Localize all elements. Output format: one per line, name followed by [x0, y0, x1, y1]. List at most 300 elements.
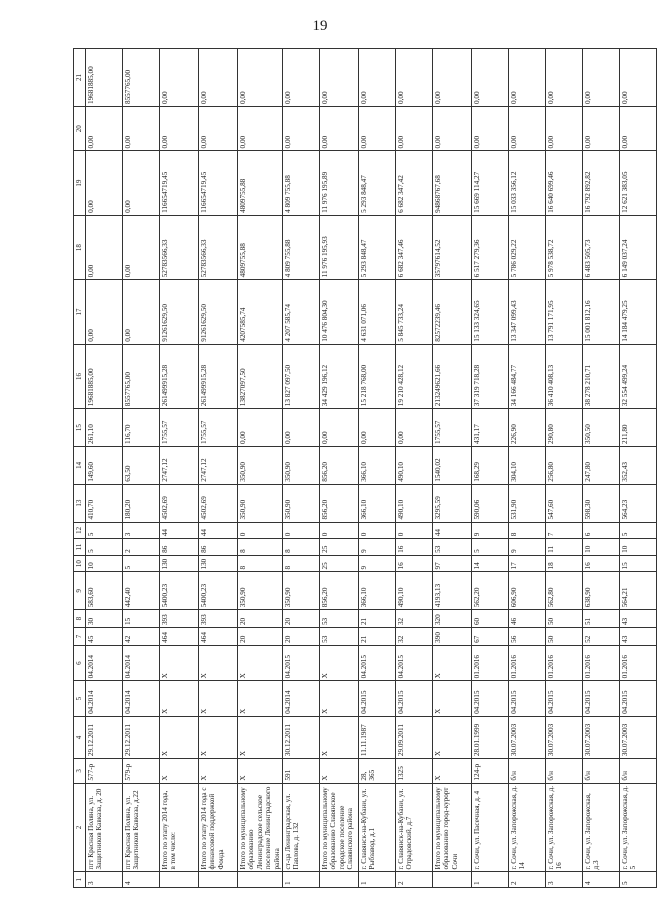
table-cell: г. Сочи, ул. Запорожская, д.3 — [583, 783, 620, 872]
table-cell: 0,00 — [472, 49, 509, 107]
table-cell: 86 — [160, 539, 199, 556]
table-cell: 63,50 — [123, 446, 160, 484]
column-number-cell: 1 — [74, 872, 86, 888]
table-cell: 52 — [583, 628, 620, 646]
table-cell: 5400,23 — [160, 572, 199, 610]
table-cell: 4502,69 — [160, 484, 199, 522]
table-cell: 256,80 — [546, 446, 583, 484]
table-cell: 0,00 — [160, 107, 199, 151]
table-cell: X — [238, 645, 283, 681]
table-cell: 0,00 — [396, 107, 433, 151]
table-cell: 21 — [359, 610, 396, 628]
table-cell: 11.11.1987 — [359, 716, 396, 758]
table-cell: 52783566,33 — [160, 215, 199, 279]
table-cell — [160, 872, 199, 888]
table-cell: 01.2016 — [472, 645, 509, 681]
table-header-row — [74, 49, 86, 888]
table-cell: 3 — [546, 872, 583, 888]
table-cell: 29.12.2011 — [86, 716, 123, 758]
table-cell: 04.2015 — [396, 645, 433, 681]
table-cell: 350,90 — [238, 446, 283, 484]
table-cell: 9 — [509, 539, 546, 556]
table-cell: 15 033 356,12 — [509, 151, 546, 215]
table-cell: 562,80 — [546, 572, 583, 610]
table-cell: 1 — [359, 872, 396, 888]
table-cell: 32 — [396, 628, 433, 646]
table-cell: 352,43 — [620, 446, 657, 484]
table-cell: 15 133 324,65 — [472, 280, 509, 344]
table-cell: 18 — [546, 555, 583, 572]
table-cell: X — [160, 645, 199, 681]
table-cell: 562,20 — [472, 572, 509, 610]
table-cell: 261499915,28 — [199, 344, 238, 408]
table-cell: 464 — [199, 628, 238, 646]
table-cell: X — [238, 759, 283, 783]
table-cell: X — [433, 716, 472, 758]
table-cell: 60 — [472, 610, 509, 628]
table-cell: 37 319 718,28 — [472, 344, 509, 408]
table-cell: 2747,12 — [160, 446, 199, 484]
table-cell: 0,00 — [620, 107, 657, 151]
table-cell: пгт Красная Поляна, ул. Защитников Кавказа, д.22 — [123, 783, 160, 872]
table-cell: 28, 365 — [359, 759, 396, 783]
table-cell: 0 — [320, 522, 359, 539]
table-cell: 6 483 505,73 — [583, 215, 620, 279]
table-cell: 5 — [86, 522, 123, 539]
table-subtotal-row — [433, 49, 472, 888]
table-cell: 350,90 — [238, 572, 283, 610]
table-cell: 856,20 — [320, 446, 359, 484]
table-cell: 0 — [238, 522, 283, 539]
table-cell: 15 — [123, 610, 160, 628]
table-cell: X — [320, 681, 359, 717]
table-cell: 350,90 — [238, 484, 283, 522]
column-number-cell: 21 — [74, 49, 86, 107]
table-cell: X — [433, 759, 472, 783]
table-cell: 0,00 — [509, 107, 546, 151]
table-cell: X — [160, 759, 199, 783]
table-cell: 8557765,00 — [123, 344, 160, 408]
table-cell: 8557765,00 — [123, 49, 160, 107]
table-subtotal-row — [199, 49, 238, 888]
table-row — [283, 49, 320, 888]
table-cell: 11 976 195,89 — [320, 151, 359, 215]
table-cell: 28.01.1999 — [472, 716, 509, 758]
table-cell: 20 — [283, 610, 320, 628]
table-cell: 19 210 428,12 — [396, 344, 433, 408]
table-cell: 4 207 585,74 — [283, 280, 320, 344]
table-cell: 04.2015 — [283, 645, 320, 681]
table-cell: 0,00 — [396, 409, 433, 447]
table-cell: 04.2015 — [359, 681, 396, 717]
table-cell: 20 — [238, 610, 283, 628]
table-cell: б/н — [509, 759, 546, 783]
table-cell: 490,10 — [396, 572, 433, 610]
table-cell: 226,90 — [509, 409, 546, 447]
table-cell: 04.2014 — [86, 645, 123, 681]
table-cell: 124-р — [472, 759, 509, 783]
housing-program-table — [73, 48, 657, 888]
table-cell: 0,00 — [433, 107, 472, 151]
table-row — [546, 49, 583, 888]
table-cell: 8 — [238, 539, 283, 556]
table-subtotal-row — [320, 49, 359, 888]
table-cell: 5 293 848,47 — [359, 151, 396, 215]
table-cell: 16 — [396, 555, 433, 572]
table-cell: ст-ца Ленинградская, ул. Павлова, д. 132 — [283, 783, 320, 872]
table-cell: 431,17 — [472, 409, 509, 447]
table-cell: 6 682 347,46 — [396, 215, 433, 279]
table-cell — [199, 872, 238, 888]
table-cell: 30.12.2011 — [283, 716, 320, 758]
table-cell: 0,00 — [283, 409, 320, 447]
table-cell: 14 184 479,25 — [620, 280, 657, 344]
table-cell: 5 293 848,47 — [359, 215, 396, 279]
table-cell: 13827097,50 — [238, 344, 283, 408]
table-cell: 3 — [86, 872, 123, 888]
table-cell: 04.2015 — [583, 681, 620, 717]
table-cell: 9 — [359, 539, 396, 556]
table-cell: 579-р — [123, 759, 160, 783]
table-cell: 130 — [199, 555, 238, 572]
table-cell: 32 554 499,24 — [620, 344, 657, 408]
table-cell: 17 — [509, 555, 546, 572]
table-cell: 366,10 — [359, 484, 396, 522]
table-cell: 0,00 — [283, 49, 320, 107]
table-cell: 53 — [433, 539, 472, 556]
table-cell: 50 — [546, 628, 583, 646]
table-cell: 8 — [509, 522, 546, 539]
table-cell: 0,00 — [86, 107, 123, 151]
table-cell: 15 218 768,00 — [359, 344, 396, 408]
table-cell: 4 809 755,88 — [283, 151, 320, 215]
table-cell: 5 — [86, 539, 123, 556]
table-cell: 30.07.2003 — [546, 716, 583, 758]
table-cell: 0 — [283, 522, 320, 539]
table-cell: 6 — [583, 522, 620, 539]
table-cell: 261,10 — [86, 409, 123, 447]
table-cell: 53 — [320, 628, 359, 646]
table-cell: 45 — [86, 628, 123, 646]
table-cell: 16 792 892,82 — [583, 151, 620, 215]
table-cell: 5 845 733,24 — [396, 280, 433, 344]
table-cell: 180,20 — [123, 484, 160, 522]
table-cell: 50 — [546, 610, 583, 628]
table-cell: 21 — [359, 628, 396, 646]
column-number-cell: 9 — [74, 572, 86, 610]
table-cell: 564,21 — [620, 572, 657, 610]
table-row — [86, 49, 123, 888]
table-row — [123, 49, 160, 888]
table-cell: 04.2014 — [283, 681, 320, 717]
column-number-cell: 2 — [74, 783, 86, 872]
table-cell: 82572239,46 — [433, 280, 472, 344]
table-cell: 1755,57 — [199, 409, 238, 447]
table-cell: г. Славянск-на-Кубани, ул. Рыбзавод, д.1 — [359, 783, 396, 872]
table-cell: г. Славянск-на-Кубани, ул. Отрадовский, д.7 — [396, 783, 433, 872]
table-cell: 213249621,66 — [433, 344, 472, 408]
column-number-cell: 4 — [74, 716, 86, 758]
table-cell: 01.2016 — [620, 645, 657, 681]
table-cell: 0 — [396, 522, 433, 539]
table-cell: Итого по муниципальному образованию город-курорт Сочи — [433, 783, 472, 872]
table-cell: 04.2015 — [472, 681, 509, 717]
table-cell: 44 — [433, 522, 472, 539]
table-cell: 56 — [509, 628, 546, 646]
table-cell: 0,00 — [123, 215, 160, 279]
table-cell: 4 809 755,88 — [283, 215, 320, 279]
table-cell: 116654719,45 — [160, 151, 199, 215]
table-cell: 638,90 — [583, 572, 620, 610]
table-cell: пгт Красная Поляна, ул. Защитников Кавказа, д. 20 — [86, 783, 123, 872]
column-number-cell: 20 — [74, 107, 86, 151]
table-cell: 0,00 — [472, 107, 509, 151]
table-row — [620, 49, 657, 888]
table-cell: 3 — [123, 522, 160, 539]
table-cell: 1540,02 — [433, 446, 472, 484]
table-cell: 4193,13 — [433, 572, 472, 610]
table-cell: 43 — [620, 628, 657, 646]
table-cell: 1755,57 — [160, 409, 199, 447]
table-cell: 1 — [472, 872, 509, 888]
table-cell: 10 — [583, 539, 620, 556]
table-cell: 42 — [123, 628, 160, 646]
table-cell: 0,00 — [359, 409, 396, 447]
table-cell: 91261629,50 — [160, 280, 199, 344]
table-cell: 0 — [359, 522, 396, 539]
table-cell: 04.2014 — [86, 681, 123, 717]
table-cell: 564,23 — [620, 484, 657, 522]
table-cell: 531,90 — [509, 484, 546, 522]
table-row — [509, 49, 546, 888]
column-number-cell: 11 — [74, 539, 86, 556]
table-cell: 410,70 — [86, 484, 123, 522]
table-cell: 130 — [160, 555, 199, 572]
table-cell: 35797614,52 — [433, 215, 472, 279]
table-cell: 10 — [620, 539, 657, 556]
table-cell: 3295,59 — [433, 484, 472, 522]
table-cell: 25 — [320, 539, 359, 556]
table-cell: 36 410 408,13 — [546, 344, 583, 408]
table-cell: 8 — [238, 555, 283, 572]
table-cell: 0,00 — [86, 215, 123, 279]
table-cell: X — [320, 645, 359, 681]
table-cell: 19681885,00 — [86, 344, 123, 408]
table-cell: 11 — [546, 539, 583, 556]
table-cell: X — [433, 681, 472, 717]
table-cell: 10 476 804,30 — [320, 280, 359, 344]
table-cell: 01.2016 — [546, 645, 583, 681]
table-cell: 0,00 — [320, 49, 359, 107]
table-cell: 0,00 — [546, 107, 583, 151]
table-cell: 5 — [123, 555, 160, 572]
table-cell: 0,00 — [620, 49, 657, 107]
table-cell: 2 — [396, 872, 433, 888]
table-cell: 0,00 — [509, 49, 546, 107]
table-cell: 168,29 — [472, 446, 509, 484]
table-cell: 393 — [160, 610, 199, 628]
table-cell: 10 — [86, 555, 123, 572]
table-cell: X — [433, 645, 472, 681]
table-cell: X — [199, 681, 238, 717]
table-cell: 86 — [199, 539, 238, 556]
table-cell: 590,06 — [472, 484, 509, 522]
table-cell: 46 — [509, 610, 546, 628]
table-cell: X — [199, 759, 238, 783]
table-cell: 13 791 171,95 — [546, 280, 583, 344]
table-cell: 149,60 — [86, 446, 123, 484]
table-cell: 04.2015 — [509, 681, 546, 717]
table-cell: 29.09.2011 — [396, 716, 433, 758]
table-cell: 0,00 — [238, 107, 283, 151]
table-cell: 0,00 — [123, 151, 160, 215]
column-number-cell: 6 — [74, 645, 86, 681]
table-cell: 606,90 — [509, 572, 546, 610]
table-cell: 15 669 114,27 — [472, 151, 509, 215]
table-cell: б/н — [546, 759, 583, 783]
table-cell: 16 — [396, 539, 433, 556]
table-cell: 464 — [160, 628, 199, 646]
table-cell: 44 — [160, 522, 199, 539]
table-cell: 390 — [433, 628, 472, 646]
table-cell: 04.2015 — [620, 681, 657, 717]
table-cell: 8 — [283, 539, 320, 556]
table-cell: 4207585,74 — [238, 280, 283, 344]
table-cell: 0,00 — [283, 107, 320, 151]
table-cell: X — [320, 716, 359, 758]
table-cell: 2 — [509, 872, 546, 888]
table-cell: 9 — [359, 555, 396, 572]
table-cell: 856,20 — [320, 572, 359, 610]
table-cell: 04.2014 — [123, 681, 160, 717]
table-cell: 7 — [546, 522, 583, 539]
table-cell: 0,00 — [359, 107, 396, 151]
column-number-cell: 3 — [74, 759, 86, 783]
table-cell: 350,90 — [283, 572, 320, 610]
table-cell: 30.07.2003 — [509, 716, 546, 758]
rotated-table-wrapper — [73, 48, 638, 888]
table-cell: 290,80 — [546, 409, 583, 447]
table-cell: Итого по этапу 2014 года с финансовой поддержкой Фонда — [199, 783, 238, 872]
table-cell: X — [199, 645, 238, 681]
table-cell: 44 — [199, 522, 238, 539]
table-cell: 04.2014 — [123, 645, 160, 681]
column-number-cell: 10 — [74, 555, 86, 572]
table-cell: 12 621 383,05 — [620, 151, 657, 215]
table-cell: 1755,57 — [433, 409, 472, 447]
table-area — [73, 48, 638, 888]
column-number-cell: 19 — [74, 151, 86, 215]
table-cell: 0,00 — [123, 280, 160, 344]
table-cell: 350,50 — [583, 409, 620, 447]
table-cell: 393 — [199, 610, 238, 628]
column-number-cell: 17 — [74, 280, 86, 344]
table-cell: г. Сочи, ул. Пасечная, д. 4 — [472, 783, 509, 872]
table-cell: 34 429 196,12 — [320, 344, 359, 408]
table-cell: 51 — [583, 610, 620, 628]
table-cell: 0,00 — [320, 409, 359, 447]
column-number-cell: 18 — [74, 215, 86, 279]
column-number-cell: 15 — [74, 409, 86, 447]
column-number-cell: 12 — [74, 522, 86, 539]
table-cell: 9 — [472, 522, 509, 539]
table-cell: 0,00 — [86, 280, 123, 344]
column-number-cell: 14 — [74, 446, 86, 484]
table-cell: X — [160, 681, 199, 717]
table-cell: 15 — [620, 555, 657, 572]
table-cell: 0,00 — [86, 151, 123, 215]
table-cell: 577-р — [86, 759, 123, 783]
table-cell: 04.2015 — [546, 681, 583, 717]
table-cell: 14 — [472, 555, 509, 572]
table-cell: 598,30 — [583, 484, 620, 522]
table-cell: г. Сочи, ул. Запорожская, д. 5 — [620, 783, 657, 872]
table-cell: 5 978 538,72 — [546, 215, 583, 279]
table-cell: 2747,12 — [199, 446, 238, 484]
table-cell: 13 347 099,43 — [509, 280, 546, 344]
table-cell: 20 — [283, 628, 320, 646]
table-cell: г. Сочи, ул. Запорожская, д. 16 — [546, 783, 583, 872]
table-cell: 5400,23 — [199, 572, 238, 610]
table-cell: 0,00 — [583, 107, 620, 151]
table-cell: 5 — [472, 539, 509, 556]
table-cell: 490,10 — [396, 446, 433, 484]
table-row — [472, 49, 509, 888]
table-cell: 29.12.2011 — [123, 716, 160, 758]
table-cell: 97 — [433, 555, 472, 572]
table-cell: 01.2016 — [583, 645, 620, 681]
table-subtotal-row — [238, 49, 283, 888]
table-cell: 0,00 — [546, 49, 583, 107]
table-cell: 490,10 — [396, 484, 433, 522]
table-cell: 366,10 — [359, 572, 396, 610]
table-cell: 4 631 071,06 — [359, 280, 396, 344]
table-cell: 6 682 347,42 — [396, 151, 433, 215]
table-cell: 261499915,28 — [160, 344, 199, 408]
table-subtotal-row — [160, 49, 199, 888]
table-cell: 350,90 — [283, 484, 320, 522]
table-cell: 04.2015 — [359, 645, 396, 681]
table-cell: Итого по муниципальному образованию Славянское городское поселение Славянского района — [320, 783, 359, 872]
table-cell: X — [160, 716, 199, 758]
table-cell: 94868767,68 — [433, 151, 472, 215]
table-cell: 1325 — [396, 759, 433, 783]
table-cell: 16 640 699,46 — [546, 151, 583, 215]
table-cell: 34 166 484,77 — [509, 344, 546, 408]
table-cell: 591 — [283, 759, 320, 783]
table-cell: 11 976 195,93 — [320, 215, 359, 279]
table-cell: Итого по муниципальному образованию Ленинградское сельское поселение Ленинградского района — [238, 783, 283, 872]
table-cell: 30.07.2003 — [620, 716, 657, 758]
table-cell: 211,80 — [620, 409, 657, 447]
table-cell — [320, 872, 359, 888]
column-number-cell: 5 — [74, 681, 86, 717]
table-cell: 116,70 — [123, 409, 160, 447]
table-cell: 4 — [583, 872, 620, 888]
page-number: 19 — [312, 18, 328, 34]
table-cell: 2 — [123, 539, 160, 556]
table-cell: 0,00 — [238, 409, 283, 447]
table-cell: 320 — [433, 610, 472, 628]
table-cell: 350,90 — [283, 446, 320, 484]
table-cell: 547,60 — [546, 484, 583, 522]
table-cell: 442,40 — [123, 572, 160, 610]
table-cell: 0,00 — [433, 49, 472, 107]
table-cell: 0,00 — [199, 49, 238, 107]
table-cell: X — [199, 716, 238, 758]
table-cell: 583,60 — [86, 572, 123, 610]
table-cell: 91261629,50 — [199, 280, 238, 344]
